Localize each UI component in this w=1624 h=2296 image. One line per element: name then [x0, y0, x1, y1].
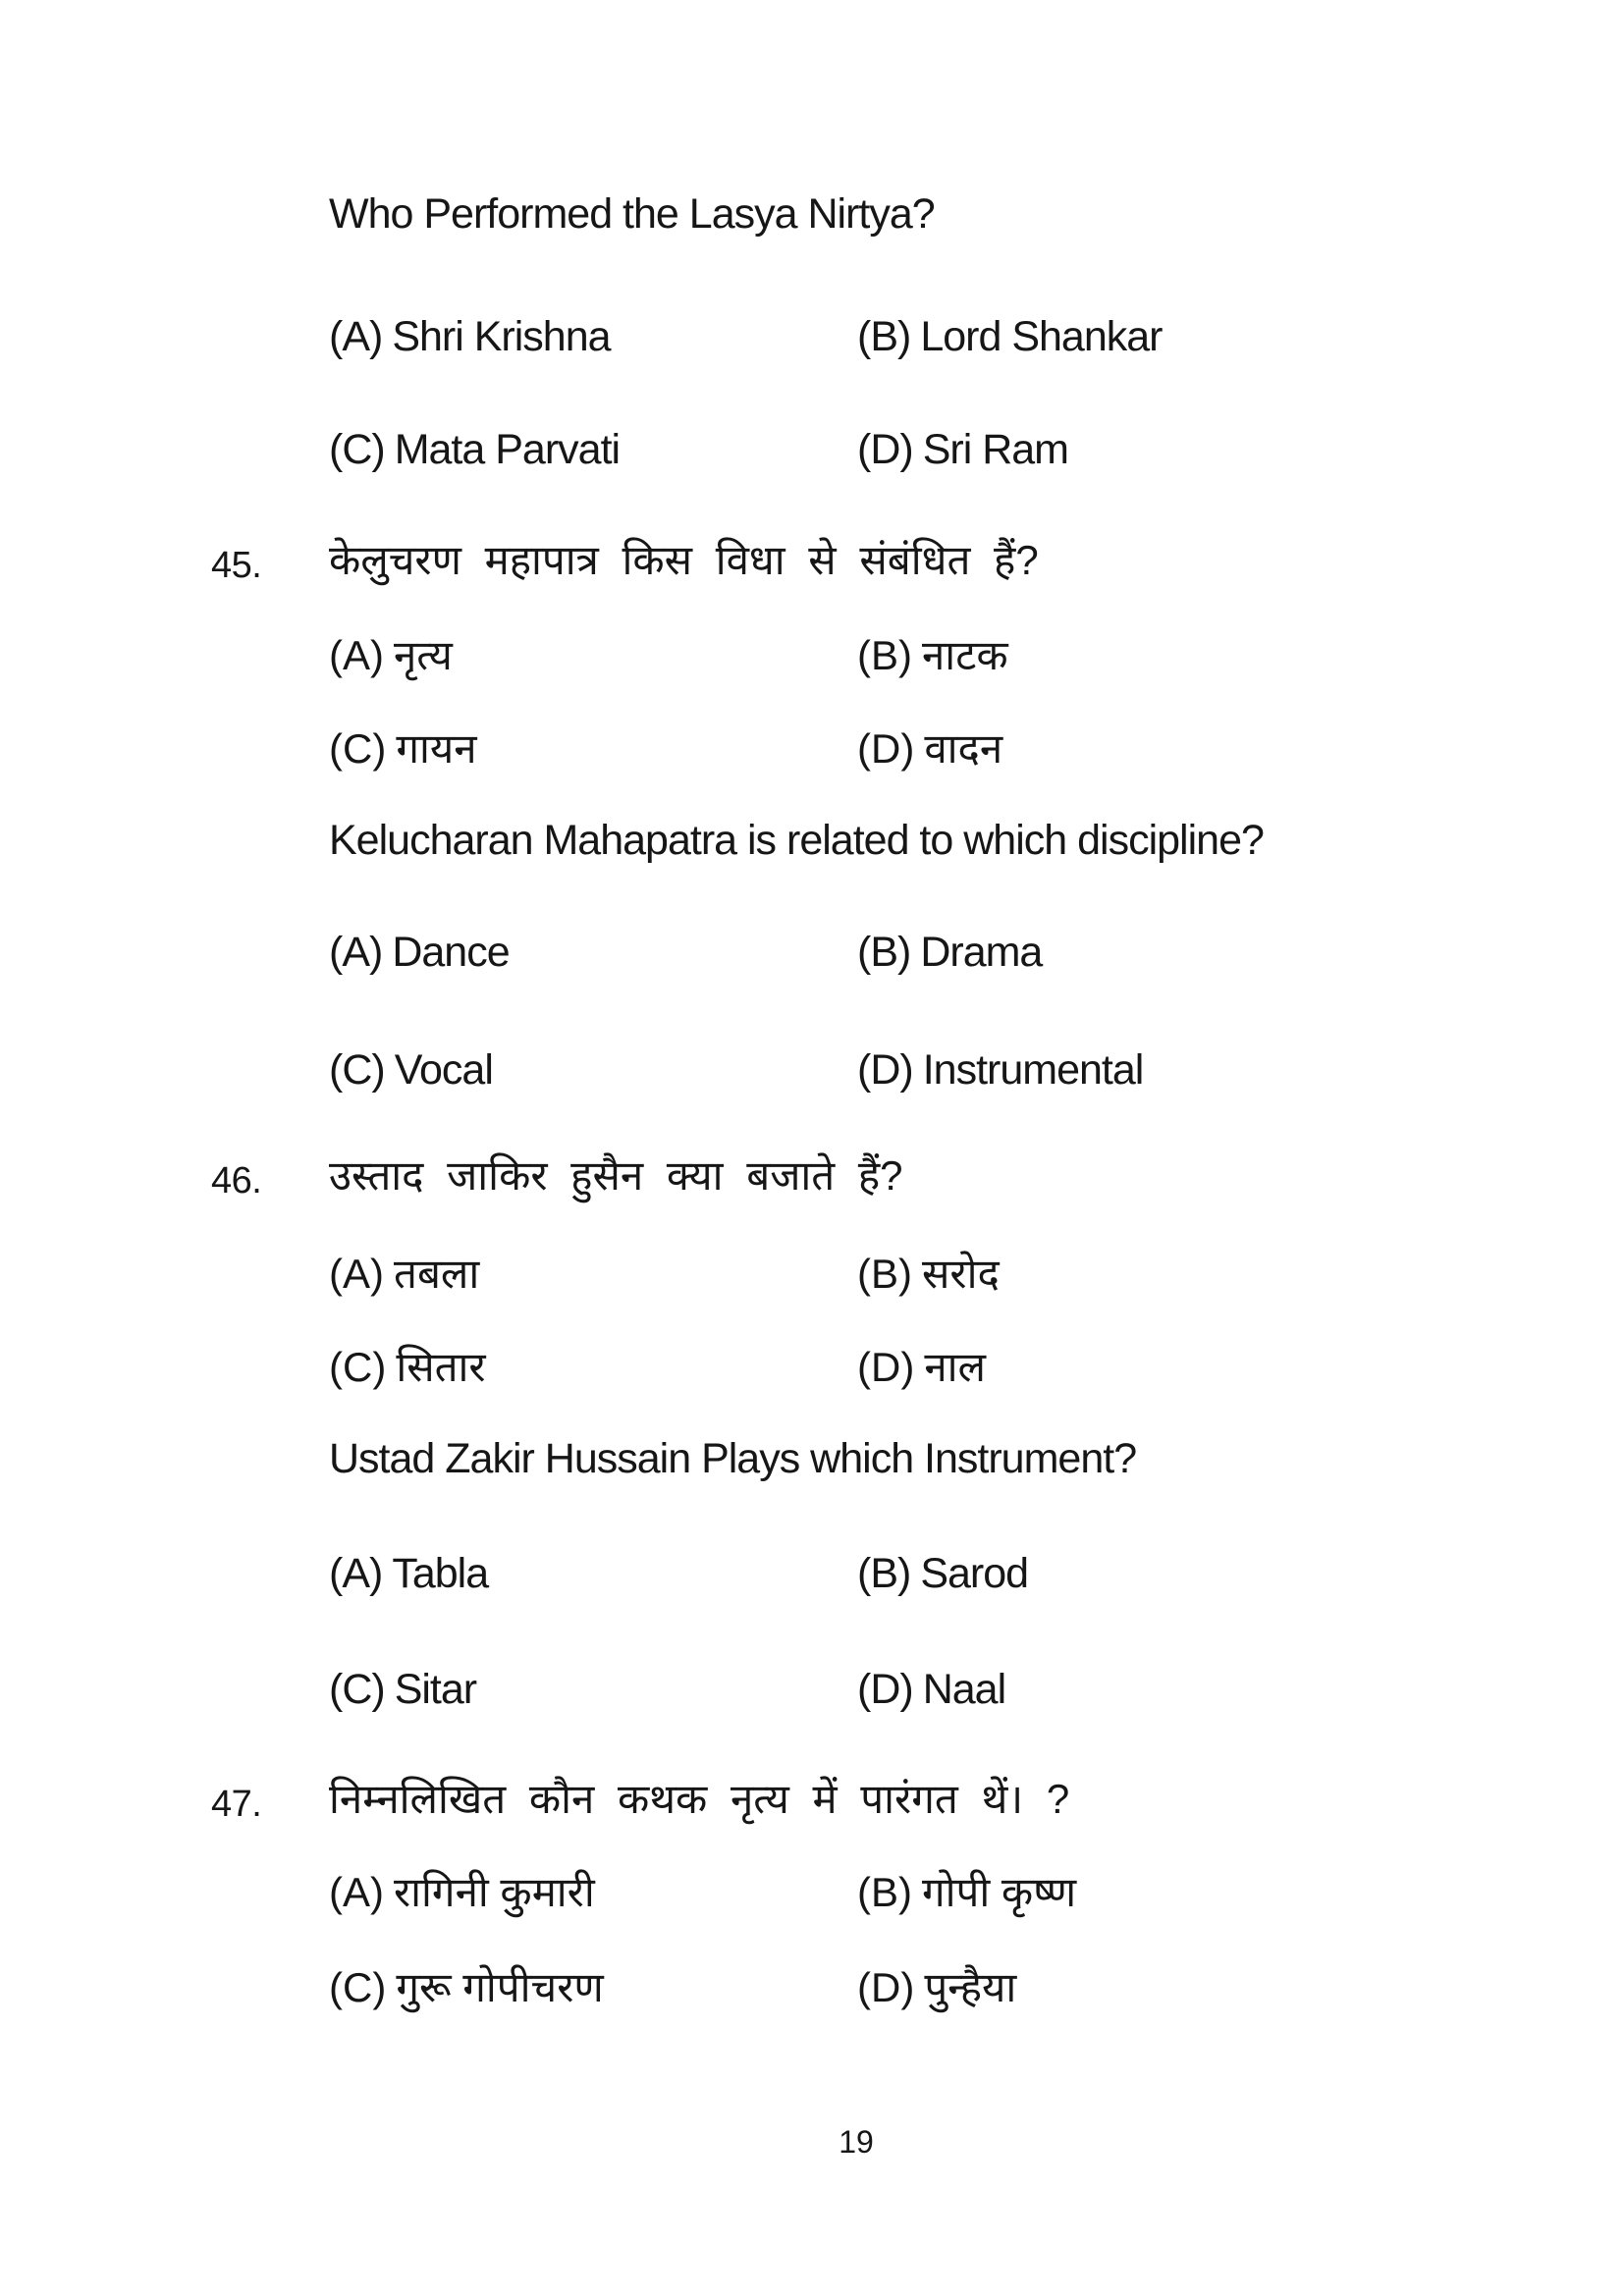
question-number: 46.: [211, 1160, 262, 1201]
option-text: वादन: [924, 725, 1003, 772]
option-a: [329, 1869, 595, 1915]
option-b: [857, 313, 1163, 360]
option-c: [329, 426, 621, 473]
option-label: (D): [857, 1666, 913, 1713]
option-label: (C): [329, 426, 385, 473]
option-label: (A): [329, 1251, 384, 1297]
option-d: [857, 1964, 1017, 2010]
option-b: [857, 1869, 1077, 1915]
option-text: Instrumental: [922, 1046, 1144, 1094]
option-label: (A): [329, 1550, 383, 1597]
option-label: (B): [857, 929, 911, 976]
question-number: 45.: [211, 545, 262, 586]
option-text: सरोद: [922, 1251, 1000, 1297]
option-label: (A): [329, 929, 383, 976]
option-b: [857, 1550, 1029, 1597]
option-b: [857, 1251, 1000, 1297]
option-text: पुन्हैया: [924, 1964, 1017, 2010]
option-c: [329, 1666, 477, 1713]
option-text: रागिनी कुमारी: [394, 1869, 595, 1915]
option-label: (A): [329, 1869, 384, 1915]
option-text: नाल: [924, 1344, 986, 1390]
option-text: गुरू गोपीचरण: [396, 1964, 604, 2010]
option-text: सितार: [396, 1344, 486, 1390]
option-label: (D): [857, 1964, 915, 2010]
question-text: निम्नलिखित कौन कथक नृत्य में पारंगत थें। ?: [329, 1776, 1070, 1822]
option-label: (B): [857, 1251, 912, 1297]
question-text: Kelucharan Mahapatra is related to which discipline?: [329, 817, 1264, 864]
option-text: Sri Ram: [922, 426, 1068, 473]
option-a: [329, 1550, 489, 1597]
question-text: उस्ताद जाकिर हुसैन क्या बजाते हैं?: [329, 1152, 903, 1199]
question-text: केलुचरण महापात्र किस विधा से संबंधित हैं?: [329, 537, 1039, 583]
option-label: (B): [857, 632, 912, 678]
option-c: [329, 1046, 493, 1094]
option-label: (B): [857, 1869, 912, 1915]
option-text: गायन: [396, 725, 477, 772]
option-d: [857, 426, 1068, 473]
option-text: नृत्य: [394, 632, 453, 678]
option-text: Sarod: [920, 1550, 1029, 1597]
option-text: Vocal: [394, 1046, 493, 1094]
option-label: (A): [329, 632, 384, 678]
option-text: Mata Parvati: [394, 426, 621, 473]
option-label: (C): [329, 1964, 387, 2010]
option-b: [857, 929, 1043, 976]
option-text: तबला: [394, 1251, 480, 1297]
option-label: (D): [857, 1344, 915, 1390]
option-text: Drama: [920, 929, 1043, 976]
option-a: [329, 1251, 480, 1297]
option-text: Sitar: [394, 1666, 477, 1713]
option-label: (A): [329, 313, 383, 360]
option-a: [329, 313, 611, 360]
option-b: [857, 632, 1008, 678]
option-label: (C): [329, 725, 387, 772]
option-text: Naal: [922, 1666, 1006, 1713]
option-c: [329, 725, 477, 772]
option-d: [857, 1666, 1006, 1713]
option-label: (D): [857, 1046, 913, 1094]
page-number: 19: [839, 2124, 874, 2160]
question-text: Ustad Zakir Hussain Plays which Instrument?: [329, 1435, 1137, 1482]
option-text: Tabla: [392, 1550, 489, 1597]
option-text: Lord Shankar: [920, 313, 1163, 360]
question-text: Who Performed the Lasya Nirtya?: [329, 190, 935, 238]
option-text: Dance: [392, 929, 510, 976]
option-label: (B): [857, 1550, 911, 1597]
option-c: [329, 1344, 486, 1390]
option-label: (D): [857, 725, 915, 772]
option-d: [857, 725, 1003, 772]
option-c: [329, 1964, 604, 2010]
option-a: [329, 929, 510, 976]
option-label: (B): [857, 313, 911, 360]
option-a: [329, 632, 453, 678]
option-text: गोपी कृष्ण: [922, 1869, 1077, 1915]
option-label: (C): [329, 1666, 385, 1713]
option-d: [857, 1344, 986, 1390]
option-text: Shri Krishna: [392, 313, 611, 360]
option-text: नाटक: [922, 632, 1008, 678]
question-number: 47.: [211, 1784, 262, 1825]
option-d: [857, 1046, 1144, 1094]
option-label: (D): [857, 426, 913, 473]
option-label: (C): [329, 1344, 387, 1390]
option-label: (C): [329, 1046, 385, 1094]
